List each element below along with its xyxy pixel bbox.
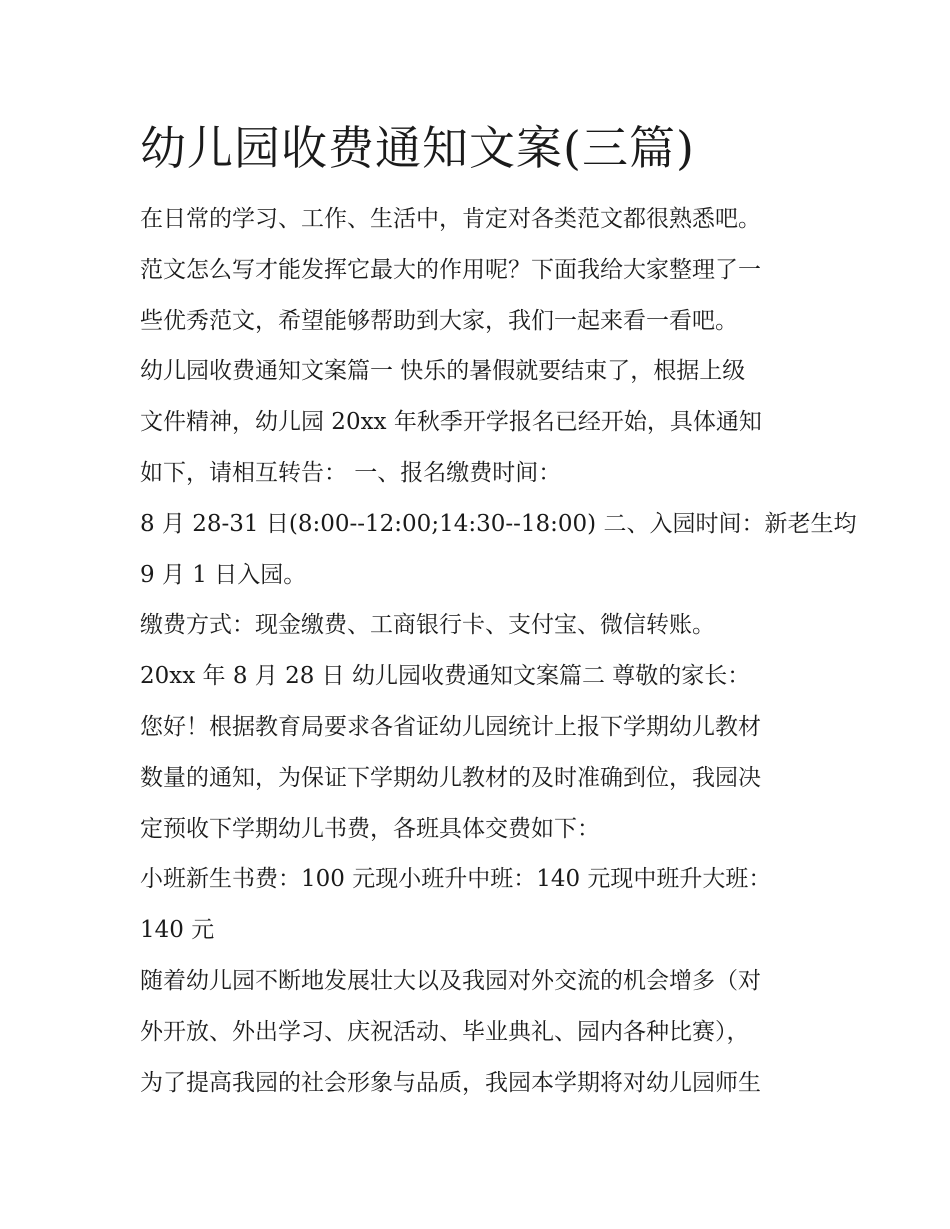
text-line: 范文怎么写才能发挥它最大的作用呢？下面我给大家整理了一 — [140, 256, 761, 283]
document-body — [140, 194, 857, 1108]
text-line: 随着幼儿园不断地发展壮大以及我园对外交流的机会增多（对 — [140, 967, 761, 994]
text-line: 为了提高我园的社会形象与品质，我园本学期将对幼儿园师生 — [140, 1069, 761, 1096]
text-line: 文件精神，幼儿园 20xx 年秋季开学报名已经开始，具体通知 — [140, 409, 762, 436]
text-line: 140 元 — [140, 917, 215, 944]
document-page — [140, 112, 857, 1108]
text-line: 数量的通知，为保证下学期幼儿教材的及时准确到位，我园决 — [140, 764, 761, 791]
text-line: 在日常的学习、工作、生活中，肯定对各类范文都很熟悉吧。 — [140, 206, 761, 232]
text-line: 外开放、外出学习、庆祝活动、毕业典礼、园内各种比赛）， — [140, 1018, 750, 1045]
text-line: 小班新生书费：100 元现小班升中班：140 元现中班升大班： — [140, 866, 772, 893]
document-title: 幼儿园收费通知文案(三篇) — [140, 121, 695, 175]
text-line: 定预收下学期幼儿书费，各班具体交费如下： — [140, 815, 600, 842]
text-line: 些优秀范文，希望能够帮助到大家，我们一起来看一看吧。 — [140, 307, 738, 334]
text-line: 9 月 1 日入园。 — [140, 561, 307, 588]
text-line: 20xx 年 8 月 28 日 幼儿园收费通知文案篇二 尊敬的家长： — [140, 663, 751, 690]
text-line: 您好！根据教育局要求各省证幼儿园统计上报下学期幼儿教材 — [140, 713, 761, 740]
text-line: 缴费方式：现金缴费、工商银行卡、支付宝、微信转账。 — [140, 612, 715, 639]
text-line: 如下，请相互转告： 一、报名缴费时间： — [140, 459, 562, 486]
text-line: 幼儿园收费通知文案篇一 快乐的暑假就要结束了，根据上级 — [140, 358, 746, 385]
text-line: 8 月 28-31 日(8:00--12:00;14:30--18:00) 二、入园时间：新老生均 — [140, 510, 857, 537]
